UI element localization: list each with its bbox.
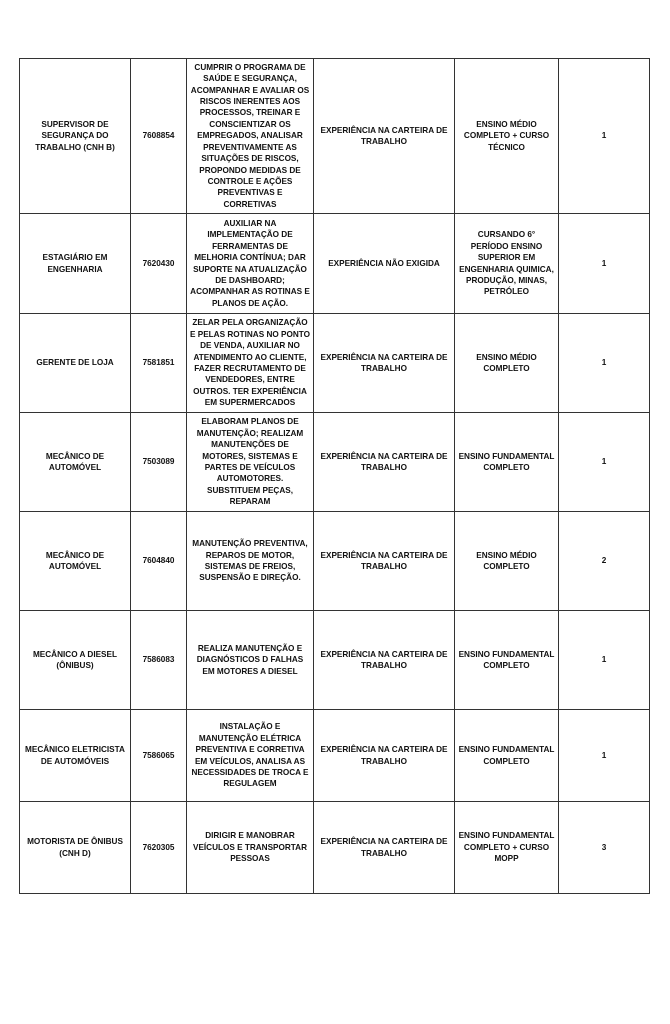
job-vacancies-table: [19, 58, 650, 894]
job-title-cell: MECÂNICO DE AUTOMÓVEL: [20, 512, 131, 611]
job-description-cell: AUXILIAR NA IMPLEMENTAÇÃO DE FERRAMENTAS DE MELHORIA CONTÍNUA; DAR SUPORTE NA ATUALIZAÇÃO DE DASHBOARD; ACOMPANHAR AS ROTINAS E PLANOS DE AÇÃO.: [187, 214, 314, 314]
table-row: [20, 413, 650, 512]
experience-cell: EXPERIÊNCIA NA CARTEIRA DE TRABALHO: [314, 413, 455, 512]
table-row: [20, 710, 650, 802]
job-description-cell: ZELAR PELA ORGANIZAÇÃO E PELAS ROTINAS NO PONTO DE VENDA, AUXILIAR NO ATENDIMENTO AO CLIENTE, FAZER RECRUTAMENTO DE VENDEDORES, ENTRE OUTROS. TER EXPERIÊNCIA EM SUPERMERCADOS: [187, 314, 314, 413]
table-row: [20, 611, 650, 710]
job-description-cell: MANUTENÇÃO PREVENTIVA, REPAROS DE MOTOR, SISTEMAS DE FREIOS, SUSPENSÃO E DIREÇÃO.: [187, 512, 314, 611]
education-cell: ENSINO MÉDIO COMPLETO + CURSO TÉCNICO: [455, 59, 559, 214]
job-title-cell: ESTAGIÁRIO EM ENGENHARIA: [20, 214, 131, 314]
table-row: [20, 59, 650, 214]
job-title-cell: MECÂNICO A DIESEL (ÔNIBUS): [20, 611, 131, 710]
vacancies-cell: 1: [559, 413, 650, 512]
education-cell: ENSINO FUNDAMENTAL COMPLETO: [455, 710, 559, 802]
vacancies-cell: 3: [559, 802, 650, 894]
job-description-cell: ELABORAM PLANOS DE MANUTENÇÃO; REALIZAM MANUTENÇÕES DE MOTORES, SISTEMAS E PARTES DE VEÍCULOS AUTOMOTORES. SUBSTITUEM PEÇAS, REPARAM: [187, 413, 314, 512]
job-code-cell: 7503089: [131, 413, 187, 512]
table-row: [20, 214, 650, 314]
job-title-cell: MOTORISTA DE ÔNIBUS (CNH D): [20, 802, 131, 894]
vacancies-cell: 1: [559, 214, 650, 314]
education-cell: ENSINO FUNDAMENTAL COMPLETO: [455, 611, 559, 710]
job-title-cell: MECÂNICO ELETRICISTA DE AUTOMÓVEIS: [20, 710, 131, 802]
table-row: [20, 512, 650, 611]
education-cell: ENSINO MÉDIO COMPLETO: [455, 512, 559, 611]
vacancies-cell: 2: [559, 512, 650, 611]
education-cell: ENSINO FUNDAMENTAL COMPLETO + CURSO MOPP: [455, 802, 559, 894]
education-cell: ENSINO FUNDAMENTAL COMPLETO: [455, 413, 559, 512]
vacancies-cell: 1: [559, 710, 650, 802]
job-code-cell: 7620305: [131, 802, 187, 894]
vacancies-cell: 1: [559, 59, 650, 214]
table-row: [20, 802, 650, 894]
job-description-cell: CUMPRIR O PROGRAMA DE SAÚDE E SEGURANÇA, ACOMPANHAR E AVALIAR OS RISCOS INERENTES AOS PROCESSOS, TREINAR E CONSCIENTIZAR OS EMPREGADOS, ANALISAR PREVENTIVAMENTE AS SITUAÇÕES DE RISCOS, PROPONDO MEDIDAS DE CONTROLE E AÇÕES PREVENTIVAS E CORRETIVAS: [187, 59, 314, 214]
job-code-cell: 7604840: [131, 512, 187, 611]
job-description-cell: REALIZA MANUTENÇÃO E DIAGNÓSTICOS D FALHAS EM MOTORES A DIESEL: [187, 611, 314, 710]
experience-cell: EXPERIÊNCIA NA CARTEIRA DE TRABALHO: [314, 802, 455, 894]
vacancies-cell: 1: [559, 611, 650, 710]
job-code-cell: 7620430: [131, 214, 187, 314]
experience-cell: EXPERIÊNCIA NA CARTEIRA DE TRABALHO: [314, 512, 455, 611]
experience-cell: EXPERIÊNCIA NA CARTEIRA DE TRABALHO: [314, 611, 455, 710]
table-row: [20, 314, 650, 413]
experience-cell: EXPERIÊNCIA NA CARTEIRA DE TRABALHO: [314, 314, 455, 413]
job-code-cell: 7581851: [131, 314, 187, 413]
experience-cell: EXPERIÊNCIA NÃO EXIGIDA: [314, 214, 455, 314]
experience-cell: EXPERIÊNCIA NA CARTEIRA DE TRABALHO: [314, 710, 455, 802]
job-title-cell: SUPERVISOR DE SEGURANÇA DO TRABALHO (CNH B): [20, 59, 131, 214]
education-cell: ENSINO MÉDIO COMPLETO: [455, 314, 559, 413]
job-description-cell: DIRIGIR E MANOBRAR VEÍCULOS E TRANSPORTAR PESSOAS: [187, 802, 314, 894]
job-code-cell: 7608854: [131, 59, 187, 214]
job-code-cell: 7586083: [131, 611, 187, 710]
education-cell: CURSANDO 6° PERÍODO ENSINO SUPERIOR EM ENGENHARIA QUIMICA, PRODUÇÃO, MINAS, PETRÓLEO: [455, 214, 559, 314]
experience-cell: EXPERIÊNCIA NA CARTEIRA DE TRABALHO: [314, 59, 455, 214]
job-description-cell: INSTALAÇÃO E MANUTENÇÃO ELÉTRICA PREVENTIVA E CORRETIVA EM VEÍCULOS, ANALISA AS NECESSIDADES DE TROCA E REGULAGEM: [187, 710, 314, 802]
job-title-cell: GERENTE DE LOJA: [20, 314, 131, 413]
job-code-cell: 7586065: [131, 710, 187, 802]
job-title-cell: MECÂNICO DE AUTOMÓVEL: [20, 413, 131, 512]
vacancies-cell: 1: [559, 314, 650, 413]
